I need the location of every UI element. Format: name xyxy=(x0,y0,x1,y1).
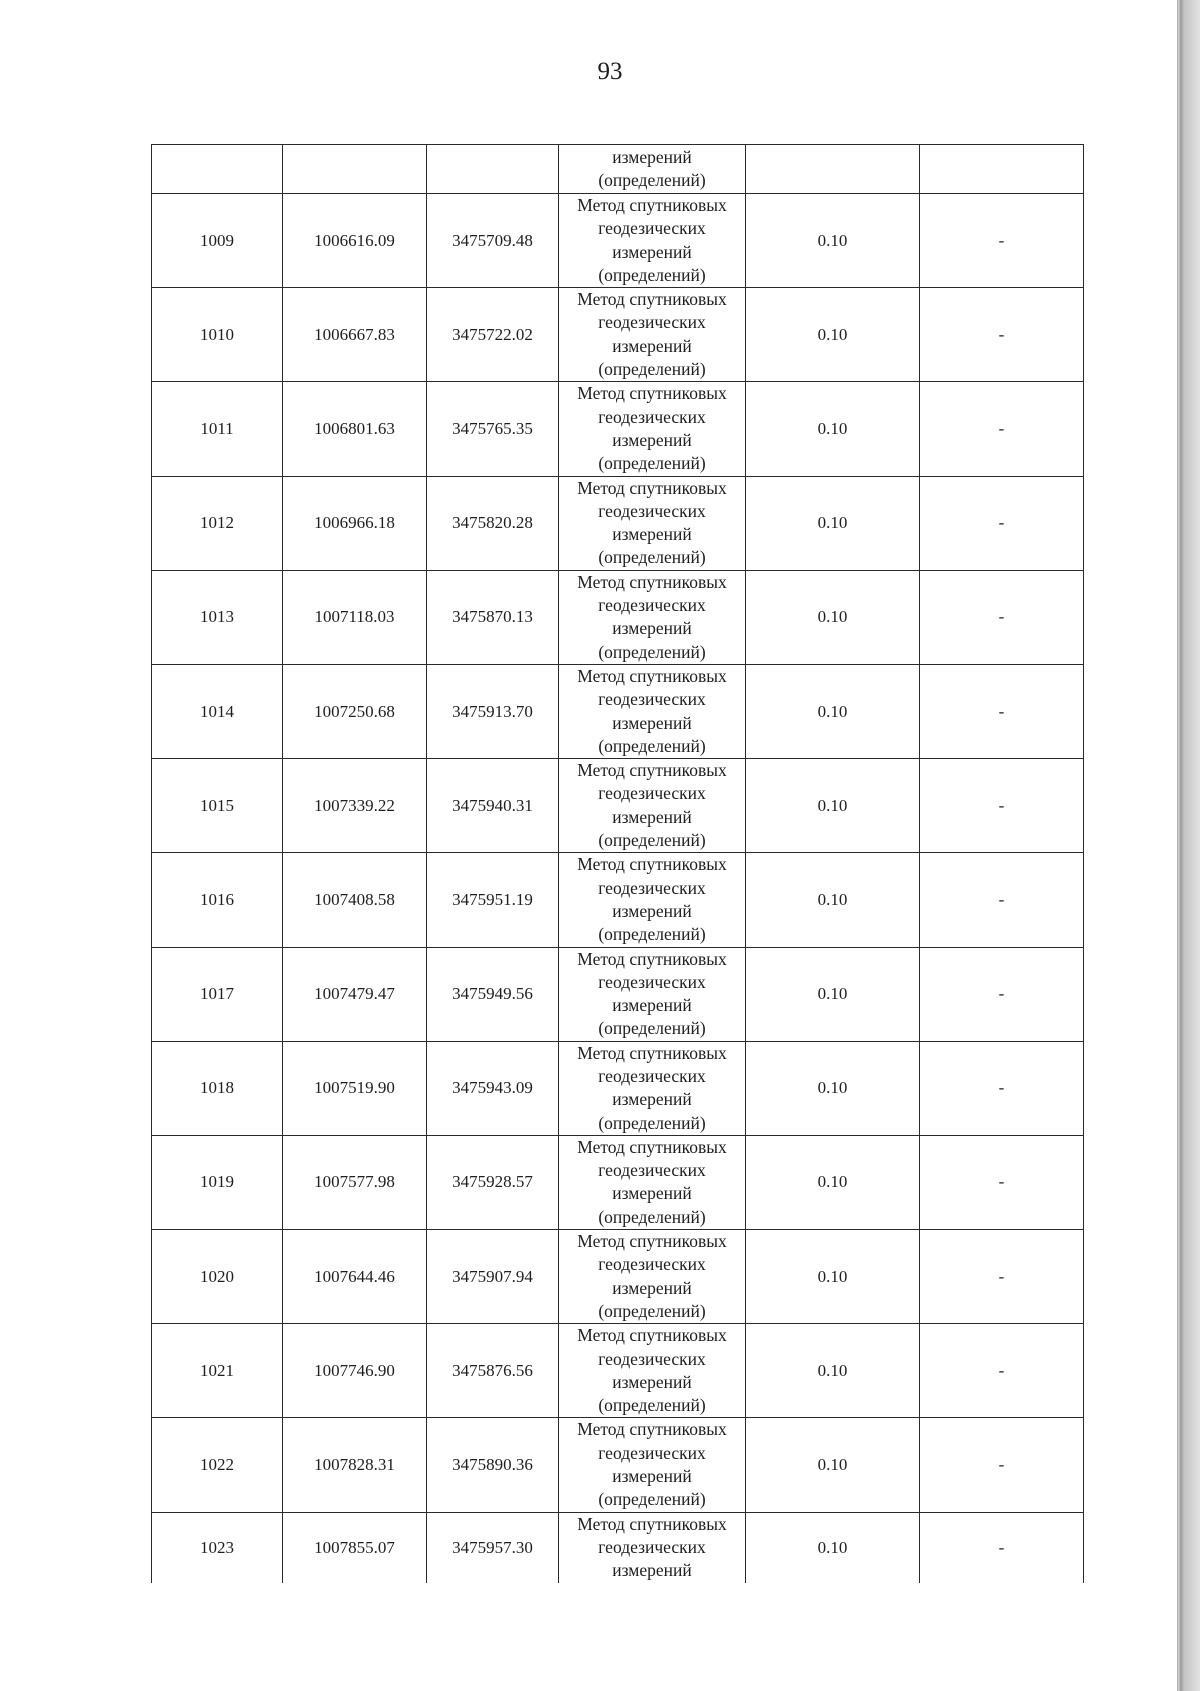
method-line: измерений xyxy=(612,806,692,827)
cell-x: 1006966.18 xyxy=(283,476,427,570)
cell-method xyxy=(559,664,746,758)
cell-x: 1006801.63 xyxy=(283,382,427,476)
method-line: (определений) xyxy=(598,1300,706,1321)
cell-point: 1015 xyxy=(152,759,283,853)
cell-x: 1007644.46 xyxy=(283,1230,427,1324)
cell-accuracy: 0.10 xyxy=(746,194,920,288)
cell-point: 1011 xyxy=(152,382,283,476)
method-line: геодезических xyxy=(598,1536,706,1557)
cell-method xyxy=(559,145,746,194)
cell-x: 1007746.90 xyxy=(283,1324,427,1418)
cell-point: 1012 xyxy=(152,476,283,570)
cell-y: 3475870.13 xyxy=(427,570,559,664)
method-line: геодезических xyxy=(598,1348,706,1369)
table-row xyxy=(152,570,1084,664)
cell-method xyxy=(559,1512,746,1582)
cell-note: - xyxy=(920,570,1084,664)
table-body xyxy=(152,145,1084,1583)
cell-x: 1006616.09 xyxy=(283,194,427,288)
method-line: (определений) xyxy=(598,453,706,474)
method-line: измерений xyxy=(612,1560,692,1581)
cell-method xyxy=(559,1418,746,1512)
cell-method xyxy=(559,947,746,1041)
cell-accuracy: 0.10 xyxy=(746,759,920,853)
cell-y: 3475907.94 xyxy=(427,1230,559,1324)
cell-point xyxy=(152,145,283,194)
cell-note: - xyxy=(920,476,1084,570)
cell-note: - xyxy=(920,194,1084,288)
method-line: геодезических xyxy=(598,1065,706,1086)
cell-note: - xyxy=(920,1418,1084,1512)
cell-y: 3475890.36 xyxy=(427,1418,559,1512)
cell-note: - xyxy=(920,288,1084,382)
cell-point: 1014 xyxy=(152,664,283,758)
cell-note: - xyxy=(920,664,1084,758)
page-number: 93 xyxy=(597,58,623,85)
method-line: измерений xyxy=(612,524,692,545)
cell-method xyxy=(559,1041,746,1135)
cell-note: - xyxy=(920,1135,1084,1229)
method-line: геодезических xyxy=(598,689,706,710)
method-line: измерений xyxy=(612,712,692,733)
cell-x: 1007339.22 xyxy=(283,759,427,853)
cell-accuracy: 0.10 xyxy=(746,1230,920,1324)
method-line: геодезических xyxy=(598,218,706,239)
method-line: Метод спутниковых xyxy=(577,289,727,310)
cell-accuracy: 0.10 xyxy=(746,288,920,382)
method-line: измерений xyxy=(612,995,692,1016)
cell-note: - xyxy=(920,759,1084,853)
method-line: (определений) xyxy=(598,1206,706,1227)
cell-note xyxy=(920,145,1084,194)
cell-y: 3475951.19 xyxy=(427,853,559,947)
cell-note: - xyxy=(920,382,1084,476)
cell-accuracy: 0.10 xyxy=(746,664,920,758)
method-line: геодезических xyxy=(598,1254,706,1275)
method-line: (определений) xyxy=(598,264,706,285)
method-line: (определений) xyxy=(598,1018,706,1039)
method-line: (определений) xyxy=(598,924,706,945)
table-row-continuation xyxy=(152,145,1084,194)
cell-y: 3475940.31 xyxy=(427,759,559,853)
table-row xyxy=(152,288,1084,382)
method-line: измерений xyxy=(612,1277,692,1298)
method-line: геодезических xyxy=(598,1160,706,1181)
cell-x: 1007828.31 xyxy=(283,1418,427,1512)
table-row xyxy=(152,476,1084,570)
cell-accuracy: 0.10 xyxy=(746,570,920,664)
table-row xyxy=(152,194,1084,288)
cell-y: 3475876.56 xyxy=(427,1324,559,1418)
method-line: геодезических xyxy=(598,406,706,427)
cell-y: 3475913.70 xyxy=(427,664,559,758)
method-line: (определений) xyxy=(598,1395,706,1416)
cell-point: 1009 xyxy=(152,194,283,288)
table-row xyxy=(152,1512,1084,1582)
cell-y: 3475820.28 xyxy=(427,476,559,570)
method-line: геодезических xyxy=(598,783,706,804)
cell-y: 3475765.35 xyxy=(427,382,559,476)
cell-note: - xyxy=(920,1324,1084,1418)
table-row xyxy=(152,1041,1084,1135)
method-line: геодезических xyxy=(598,500,706,521)
method-line: Метод спутниковых xyxy=(577,1325,727,1346)
method-line: Метод спутниковых xyxy=(577,665,727,686)
table-row xyxy=(152,947,1084,1041)
method-line: Метод спутниковых xyxy=(577,195,727,215)
method-line: Метод спутниковых xyxy=(577,760,727,781)
method-line: Метод спутниковых xyxy=(577,854,727,875)
cell-method xyxy=(559,853,746,947)
cell-method xyxy=(559,1324,746,1418)
cell-y: 3475722.02 xyxy=(427,288,559,382)
cell-x xyxy=(283,145,427,194)
cell-y xyxy=(427,145,559,194)
coordinates-table xyxy=(151,144,1084,1583)
method-line: Метод спутниковых xyxy=(577,477,727,498)
cell-note: - xyxy=(920,1512,1084,1582)
cell-y: 3475709.48 xyxy=(427,194,559,288)
table-row xyxy=(152,1418,1084,1512)
method-line: (определений) xyxy=(598,1489,706,1510)
cell-x: 1007855.07 xyxy=(283,1512,427,1582)
cell-method xyxy=(559,382,746,476)
cell-point: 1019 xyxy=(152,1135,283,1229)
cell-point: 1010 xyxy=(152,288,283,382)
method-line: (определений) xyxy=(598,1112,706,1133)
cell-method xyxy=(559,288,746,382)
method-line: измерений xyxy=(612,429,692,450)
cell-accuracy: 0.10 xyxy=(746,853,920,947)
cell-y: 3475943.09 xyxy=(427,1041,559,1135)
table-row xyxy=(152,853,1084,947)
cell-x: 1007577.98 xyxy=(283,1135,427,1229)
cell-y: 3475949.56 xyxy=(427,947,559,1041)
cell-method xyxy=(559,194,746,288)
method-line: измерений xyxy=(612,618,692,639)
cell-y: 3475928.57 xyxy=(427,1135,559,1229)
method-line: Метод спутниковых xyxy=(577,1042,727,1063)
cell-method xyxy=(559,1135,746,1229)
cell-point: 1022 xyxy=(152,1418,283,1512)
cell-point: 1018 xyxy=(152,1041,283,1135)
cell-accuracy: 0.10 xyxy=(746,476,920,570)
method-line: геодезических xyxy=(598,595,706,616)
cell-accuracy: 0.10 xyxy=(746,382,920,476)
method-line: Метод спутниковых xyxy=(577,1513,727,1534)
cell-method xyxy=(559,476,746,570)
table-row xyxy=(152,382,1084,476)
cell-y: 3475957.30 xyxy=(427,1512,559,1582)
cell-note: - xyxy=(920,853,1084,947)
method-line: (определений) xyxy=(598,641,706,662)
method-line: геодезических xyxy=(598,971,706,992)
method-line: Метод спутниковых xyxy=(577,1419,727,1440)
cell-note: - xyxy=(920,947,1084,1041)
cell-x: 1007408.58 xyxy=(283,853,427,947)
cell-accuracy xyxy=(746,145,920,194)
method-line: геодезических xyxy=(598,1442,706,1463)
method-line: геодезических xyxy=(598,877,706,898)
cell-point: 1020 xyxy=(152,1230,283,1324)
cell-method xyxy=(559,759,746,853)
method-line: измерений xyxy=(612,146,692,167)
method-line: Метод спутниковых xyxy=(577,1136,727,1157)
table-row xyxy=(152,664,1084,758)
cell-x: 1006667.83 xyxy=(283,288,427,382)
method-line: (определений) xyxy=(598,359,706,380)
cell-x: 1007519.90 xyxy=(283,1041,427,1135)
method-line: измерений xyxy=(612,335,692,356)
cell-accuracy: 0.10 xyxy=(746,1418,920,1512)
table-row xyxy=(152,1324,1084,1418)
cell-x: 1007118.03 xyxy=(283,570,427,664)
cell-accuracy: 0.10 xyxy=(746,1324,920,1418)
cell-point: 1017 xyxy=(152,947,283,1041)
method-line: измерений xyxy=(612,1466,692,1487)
method-line: Метод спутниковых xyxy=(577,383,727,404)
table-row xyxy=(152,1135,1084,1229)
method-line: (определений) xyxy=(598,735,706,756)
method-line: Метод спутниковых xyxy=(577,948,727,969)
cell-point: 1021 xyxy=(152,1324,283,1418)
cell-x: 1007479.47 xyxy=(283,947,427,1041)
method-line: измерений xyxy=(612,241,692,262)
method-line: измерений xyxy=(612,1089,692,1110)
cell-note: - xyxy=(920,1041,1084,1135)
cell-point: 1016 xyxy=(152,853,283,947)
cell-point: 1023 xyxy=(152,1512,283,1582)
method-line: (определений) xyxy=(598,547,706,568)
table-row xyxy=(152,759,1084,853)
method-line: (определений) xyxy=(598,830,706,851)
scan-edge xyxy=(1178,0,1200,1691)
cell-point: 1013 xyxy=(152,570,283,664)
cell-note: - xyxy=(920,1230,1084,1324)
method-line: Метод спутниковых xyxy=(577,571,727,592)
cell-accuracy: 0.10 xyxy=(746,1135,920,1229)
cell-accuracy: 0.10 xyxy=(746,1041,920,1135)
method-line: (определений) xyxy=(598,170,706,190)
method-line: измерений xyxy=(612,900,692,921)
method-line: измерений xyxy=(612,1183,692,1204)
method-line: геодезических xyxy=(598,312,706,333)
method-line: измерений xyxy=(612,1371,692,1392)
method-line: Метод спутниковых xyxy=(577,1231,727,1252)
table-row xyxy=(152,1230,1084,1324)
cell-accuracy: 0.10 xyxy=(746,1512,920,1582)
cell-method xyxy=(559,1230,746,1324)
cell-accuracy: 0.10 xyxy=(746,947,920,1041)
cell-method xyxy=(559,570,746,664)
cell-x: 1007250.68 xyxy=(283,664,427,758)
